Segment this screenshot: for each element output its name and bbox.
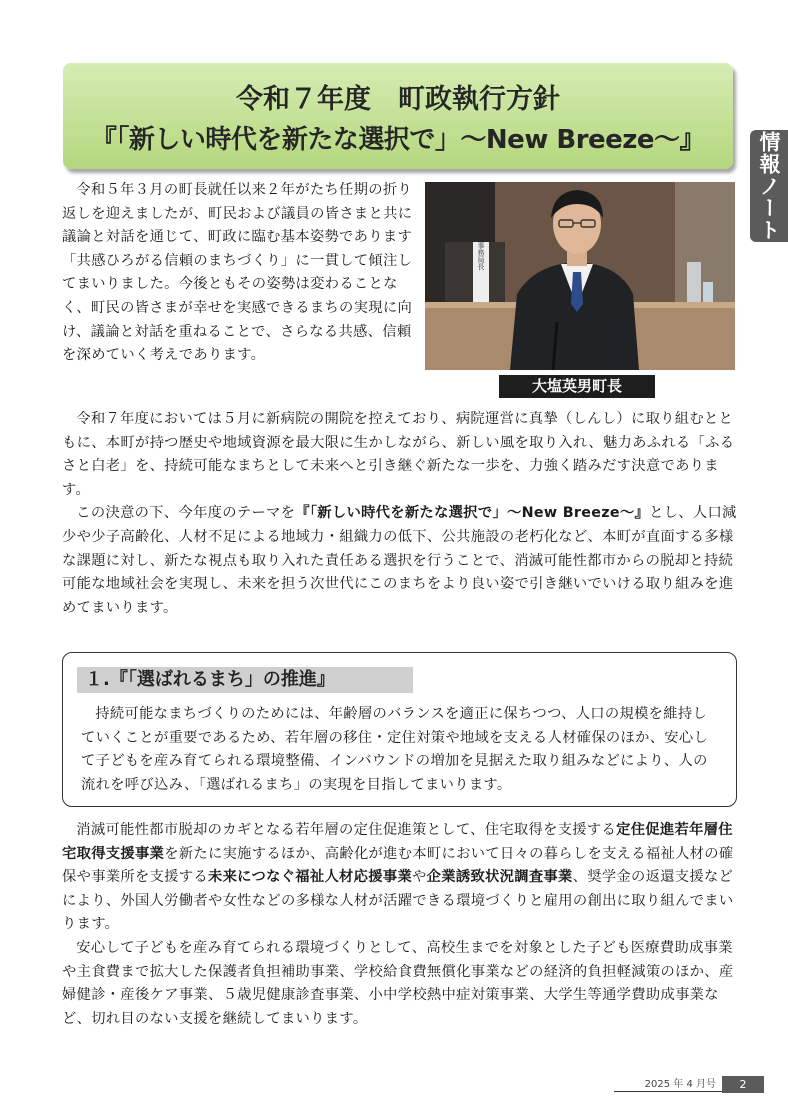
paragraph-4-text-1: 消滅可能性都市脱却のカギとなる若年層の定住促進策として、住宅取得を支援する [76,822,617,838]
program-housing-support: 定住促進若年層住宅取得支援事業 [62,822,733,862]
paragraph-4 [62,819,738,937]
main-text-block-1 [62,408,738,620]
section-1-body [81,703,721,797]
paragraph-4-text-3: や [412,869,427,886]
intro-text: 令和５年３月の町長就任以来２年がたち任期の折り返しを迎えましたが、町民および議員の皆さまと共に議論と対話を通じて、町政に臨む基本姿勢であります「共感ひろがる信頼のまちづくり」に一貫して傾注してまいりました。今後ともその姿勢は変わることなく、町民の皆さまが幸せを実感できるまちの実現に向け、議論と対話を重ねることで、さらなる共感、信頼を深めていく考えであります。 [62,182,413,364]
section-1-heading: １.『「選ばれるまち」の推進』 [77,667,413,693]
paragraph-4-text-2: を新たに実施するほか、高齢化が進む本町において日々の暮らしを支える福祉人材の確保や事業所を支援する [62,845,734,886]
section-1-box [62,652,737,807]
paragraph-4-text-4: 、奨学金の返還支援などにより、外国人労働者や女性などの多様な人材が活躍できる環境づくりと雇用の創出に取り組んでまいります。 [62,869,734,933]
footer-issue-date: 2025 年 4 月号 [614,1078,722,1092]
title-banner [63,63,733,169]
footer-page-number: 2 [722,1076,764,1093]
main-text-block-2 [62,819,738,1031]
intro-paragraph [62,179,418,368]
program-business-survey: 企業誘致状況調査事業 [426,869,573,886]
program-welfare-support: 未来につなぐ福祉人材応援事業 [207,869,413,886]
paragraph-5: 安心して子どもを産み育てられる環境づくりとして、高校生までを対象とした子ども医療費助成事業や主食費まで拡大した保護者負担補助事業、学校給食費無償化事業などの経済的負担軽減策のほか、産婦健診・産後ケア事業、５歳児健康診査事業、小中学校熱中症対策事業、大学生等通学費助成事業など、切れ目のない支援を継続してまいります。 [62,939,734,1027]
paragraph-3 [62,502,738,620]
mayor-photo-illustration [425,182,735,370]
paragraph-2: 令和７年度においては５月に新病院の開院を控えており、病院運営に真摯（しんし）に取り組むとともに、本町が持つ歴史や地域資源を最大限に生かしながら、新しい風を取り入れ、魅力あふれる「ふるさと白老」を、持続可能なまちとして未来へと引き継ぐ新たな一歩を、力強く踏みだす決意であります。 [62,411,735,498]
section-1-text: 持続可能なまちづくりのためには、年齢層のバランスを適正に保ちつつ、人口の規模を維持していくことが重要であるため、若年層の移住・定住対策や地域を支える人材確保のほか、安心して子どもを産み育てられる環境整備、インバウンドの増加を見据えた取り組みなどにより、人の流れを呼び込み、「選ばれるまち」の実現を目指してまいります。 [81,706,709,793]
title-line-1: 令和７年度 町政執行方針 [236,84,560,115]
side-tab-info-note: 情報ノート [750,130,788,242]
paragraph-3-after: とし、人口減少や少子高齢化、人材不足による地域力・組織力の低下、公共施設の老朽化など、本町が直面する多様な課題に対し、新たな視点も取り入れた責任ある選択を行うことで、消滅可能性都市からの脱却と持続可能な地域社会を実現し、未来を担う次世代にこのまちをより良い姿で引き継いでいける取り組みを進めてまいります。 [62,505,737,616]
paragraph-3-before: この決意の下、今年度のテーマを [76,505,296,522]
photo-caption: 大塩英男町長 [499,375,655,398]
title-line-2: 『「新しい時代を新たな選択で」～New Breeze～』 [90,125,706,155]
nameplate-text: 事務局長 [477,242,485,270]
mayor-photo [425,182,735,370]
theme-title: 『「新しい時代を新たな選択で」～New Breeze～』 [295,505,650,522]
